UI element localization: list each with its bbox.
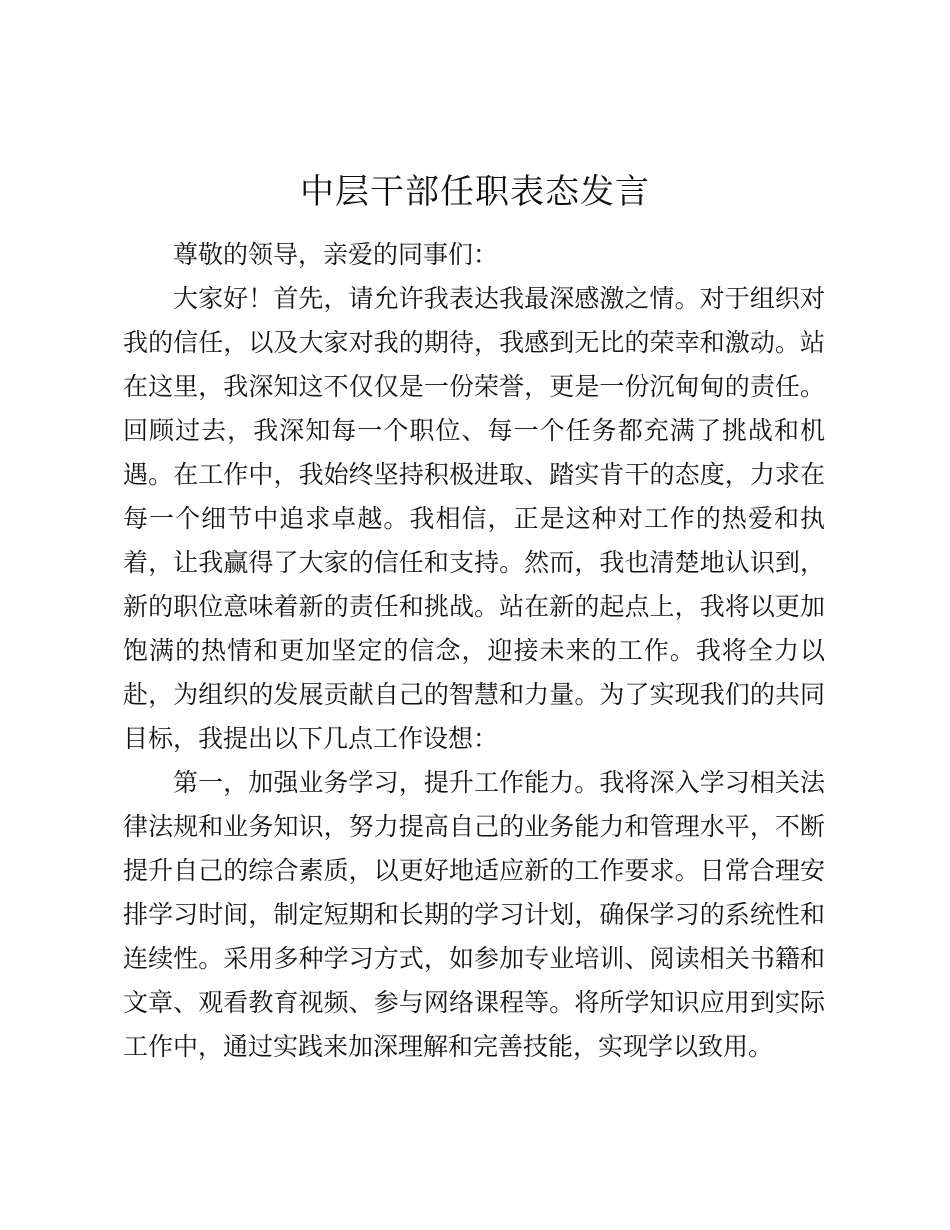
first-point-paragraph: 第一，加强业务学习，提升工作能力。我将深入学习相关法律法规和业务知识，努力提高自己的业务能力和管理水平，不断提升自己的综合素质，以更好地适应新的工作要求。日常合理安排学习时间，制定短期和长期的学习计划，确保学习的系统性和连续性。采用多种学习方式，如参加专业培训、阅读相关书籍和文章、观看教育视频、参与网络课程等。将所学知识应用到实际工作中，通过实践来加深理解和完善技能，实现学以致用。 — [123, 768, 825, 1061]
document-body — [123, 233, 825, 1069]
opening-paragraph: 大家好！首先，请允许我表达我最深感激之情。对于组织对我的信任，以及大家对我的期待，我感到无比的荣幸和激动。站在这里，我深知这不仅仅是一份荣誉，更是一份沉甸甸的责任。回顾过去，我深知每一个职位、每一个任务都充满了挑战和机遇。在工作中，我始终坚持积极进取、踏实肯干的态度，力求在每一个细节中追求卓越。我相信，正是这种对工作的热爱和执着，让我赢得了大家的信任和支持。然而，我也清楚地认识到，新的职位意味着新的责任和挑战。站在新的起点上，我将以更加饱满的热情和更加坚定的信念，迎接未来的工作。我将全力以赴，为组织的发展贡献自己的智慧和力量。为了实现我们的共同目标，我提出以下几点工作设想： — [123, 284, 825, 753]
greeting-paragraph: 尊敬的领导，亲爱的同事们： — [173, 240, 499, 269]
document-title: 中层干部任职表态发言 — [300, 172, 650, 212]
